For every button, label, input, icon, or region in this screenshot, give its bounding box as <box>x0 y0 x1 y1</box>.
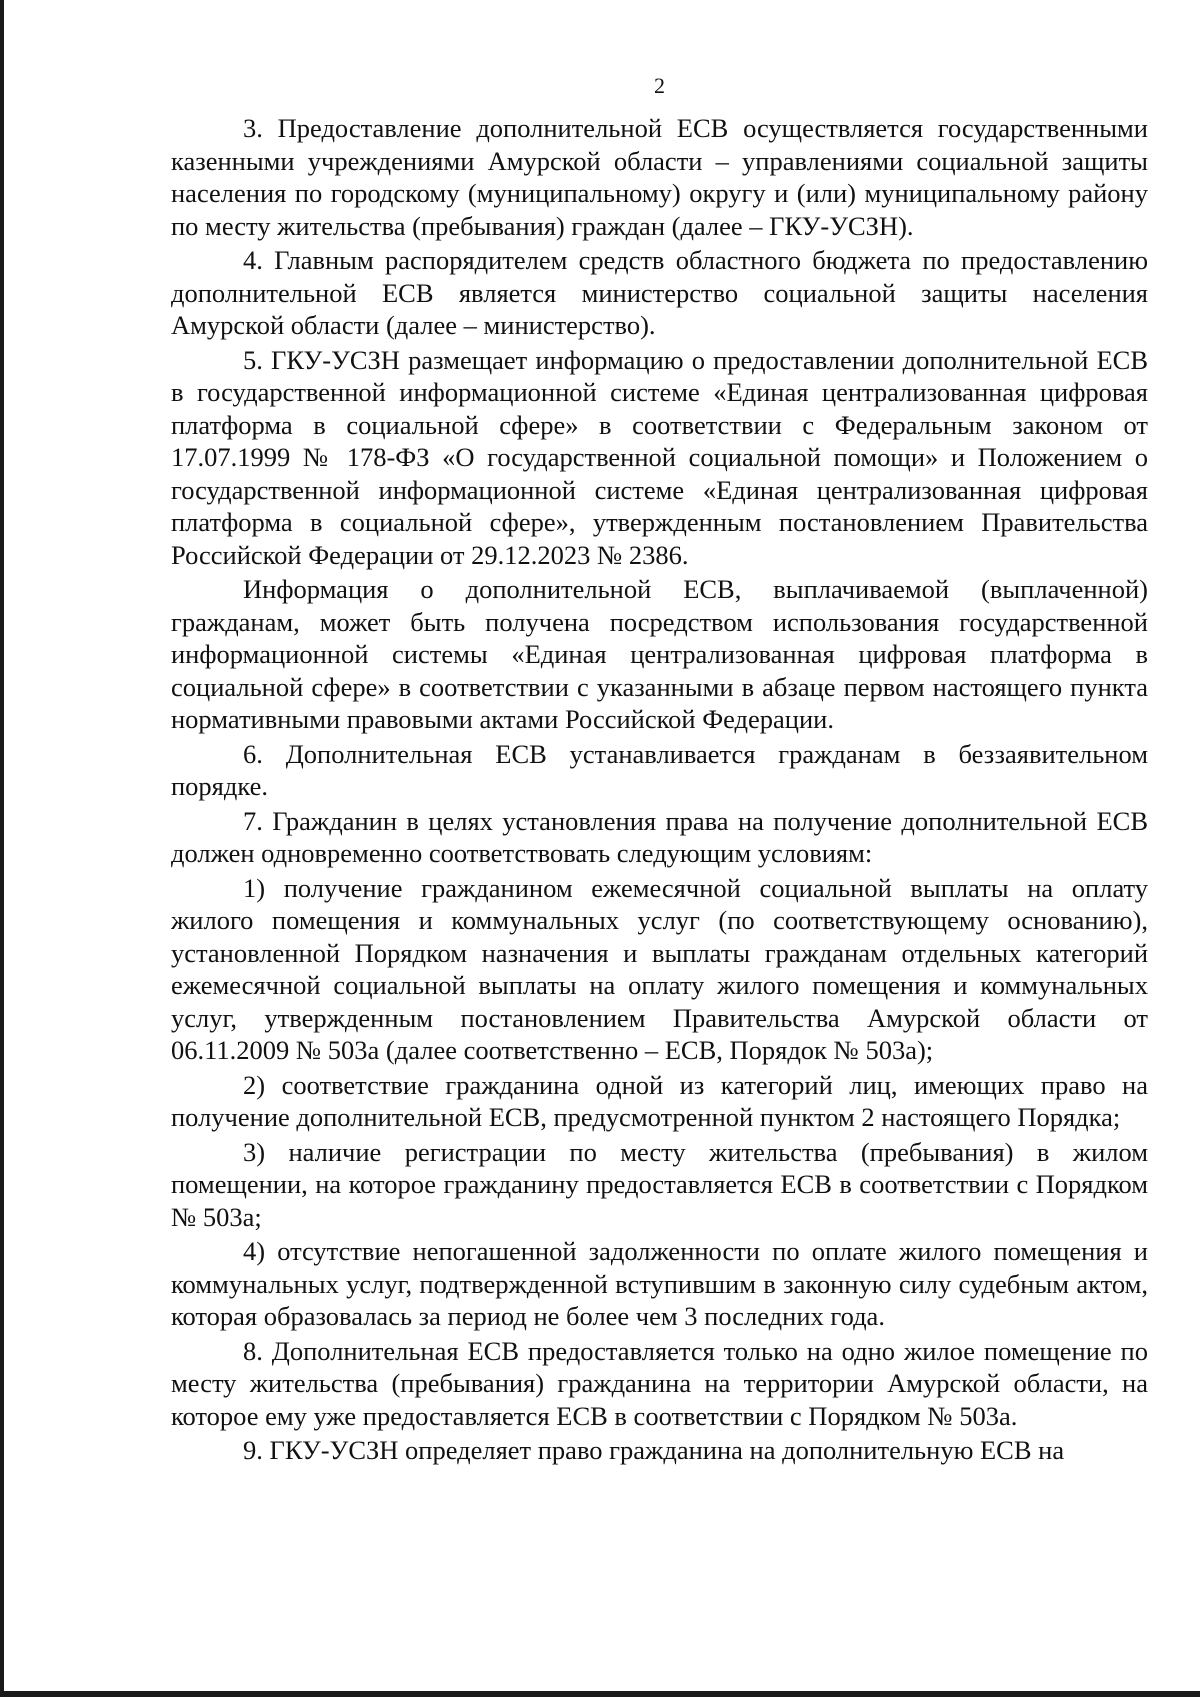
paragraph-9: 9. ГКУ-УСЗН определяет право гражданина на дополнительную ЕСВ на <box>243 1435 1065 1465</box>
scan-edge-left <box>0 0 4 1697</box>
paragraph-7-condition-3: 3) наличие регистрации по месту жительства (пребывания) в жилом помещении, на которое гражданину предоставляется ЕСВ в соответствии с Порядком № 503а; <box>171 1136 1148 1232</box>
paragraph-6: 6. Дополнительная ЕСВ устанавливается гражданам в беззаявительном порядке. <box>171 738 1148 801</box>
document-page <box>171 70 1148 1469</box>
paragraph-4: 4. Главным распорядителем средств областного бюджета по предоставлению дополнительной ЕСВ является министерство социальной защиты населения Амурской области (далее – министерство). <box>171 245 1148 340</box>
paragraph-5-information: Информация о дополнительной ЕСВ, выплачиваемой (выплаченной) гражданам, может быть получена посредством использования государственной информационной системы «Единая централизованная цифровая платформа в социальной сфере» в соответствии с указанными в абзаце первом настоящего пункта нормативными правовыми актами Российской Федерации. <box>171 574 1148 734</box>
paragraph-8: 8. Дополнительная ЕСВ предоставляется только на одно жилое помещение по месту жительства (пребывания) гражданина на территории Амурской области, на которое ему уже предоставляется ЕСВ в соответствии с Порядком № 503а. <box>171 1335 1148 1431</box>
page-number: 2 <box>654 73 665 98</box>
paragraph-5: 5. ГКУ-УСЗН размещает информацию о предоставлении дополнительной ЕСВ в государственной информационной системе «Единая централизованная цифровая платформа в социальной сфере» в соответствии с Федеральным законом от 17.07.1999 № 178-ФЗ «О государственной социальной помощи» и Положением о государственной информационной системе «Единая централизованная цифровая платформа в социальной сфере», утвержденным постановлением Правительства Российской Федерации от 29.12.2023 № 2386. <box>171 344 1148 570</box>
scan-edge-bottom <box>0 1691 1200 1697</box>
paragraph-7-condition-4: 4) отсутствие непогашенной задолженности по оплате жилого помещения и коммунальных услуг, подтвержденной вступившим в законную силу судебным актом, которая образовалась за период не более чем 3 последних года. <box>171 1236 1148 1331</box>
paragraph-7: 7. Гражданин в целях установления права на получение дополнительной ЕСВ должен одновременно соответствовать следующим условиям: <box>171 805 1148 868</box>
paragraph-7-condition-2: 2) соответствие гражданина одной из категорий лиц, имеющих право на получение дополнительной ЕСВ, предусмотренной пунктом 2 настоящего Порядка; <box>171 1069 1148 1132</box>
paragraph-7-condition-1: 1) получение гражданином ежемесячной социальной выплаты на оплату жилого помещения и коммунальных услуг (по соответствующему основанию), установленной Порядком назначения и выплаты гражданам отдельных категорий ежемесячной социальной выплаты на оплату жилого помещения и коммунальных услуг, утвержденным постановлением Правительства Амурской области от 06.11.2009 № 503а (далее соответственно – ЕСВ, Порядок № 503а); <box>171 872 1148 1065</box>
paragraph-3: 3. Предоставление дополнительной ЕСВ осуществляется государственными казенными учреждениями Амурской области – управлениями социальной защиты населения по городскому (муниципальному) округу и (или) муниципальному району по месту жительства (пребывания) граждан (далее – ГКУ-УСЗН). <box>171 113 1148 241</box>
